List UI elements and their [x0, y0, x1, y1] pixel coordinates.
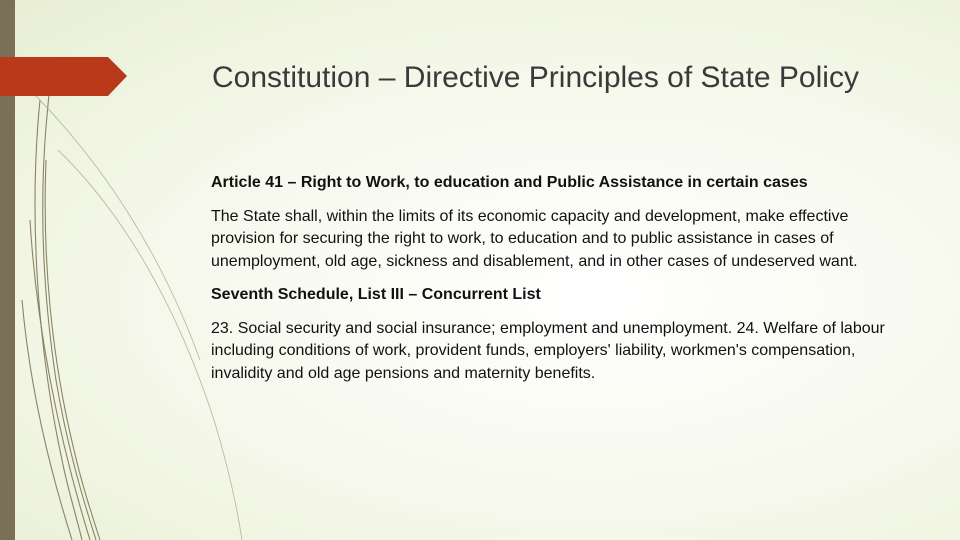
article-41-body: The State shall, within the limits of its economic capacity and development, make effective provision for securing the right to work, to education and to public assistance in cases of unemployment, old age, sickness and disablement, and in other cases of undeserved want. — [211, 207, 858, 270]
slide-content — [211, 172, 901, 396]
seventh-schedule-heading: Seventh Schedule, List III – Concurrent List — [211, 286, 541, 303]
slide-title: Constitution – Directive Principles of State Policy — [212, 61, 859, 94]
article-41-heading: Article 41 – Right to Work, to education and Public Assistance in certain cases — [211, 174, 808, 191]
accent-arrow-tab — [0, 0, 130, 98]
seventh-schedule-body: 23. Social security and social insurance; employment and unemployment. 24. Welfare of labour including conditions of work, provident funds, employers' liability, workmen's compensation, invalidity and old age pensions and maternity benefits. — [211, 319, 885, 382]
